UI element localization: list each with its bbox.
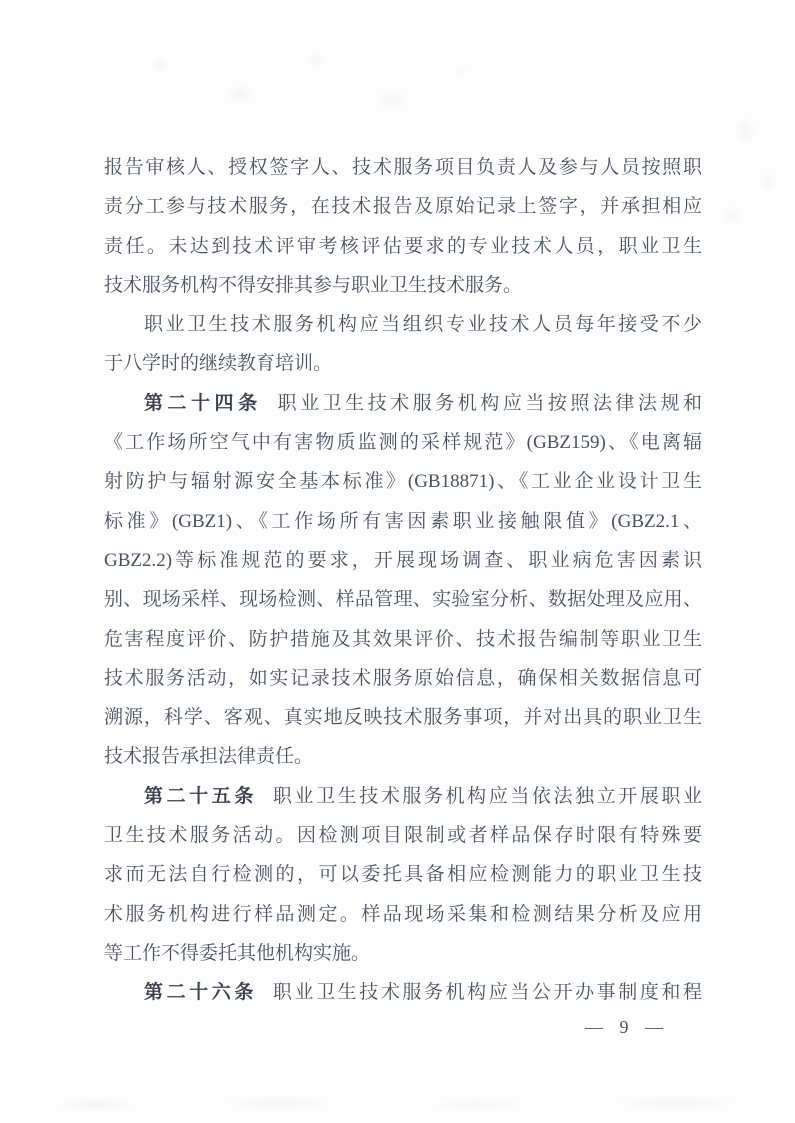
text-line (104, 266, 702, 305)
text-line (104, 737, 702, 776)
text-run: 别、现场采样、现场检测、样品管理、实验室分析、数据处理及应用、 (104, 589, 702, 611)
text-run: 卫生技术服务活动。因检测项目限制或者样品保存时限有特殊要 (104, 825, 702, 847)
text-run: 责分工参与技术服务，在技术报告及原始记录上签字，并承担相应 (104, 196, 702, 218)
text-run: 等工作不得委托其他机构实施。 (104, 942, 371, 964)
article-number-heading: 第二十四条 (144, 392, 262, 414)
text-line (104, 502, 702, 541)
text-run: 射防护与辐射源安全基本标准》(GB18871)、《工业企业设计卫生 (104, 471, 702, 493)
text-run: 技术服务活动，如实记录技术服务原始信息，确保相关数据信息可 (104, 667, 702, 689)
text-line (104, 305, 702, 344)
text-run: 溯源，科学、客观、真实地反映技术服务事项，并对出具的职业卫生 (104, 707, 702, 729)
text-line (104, 659, 702, 698)
text-line (104, 934, 702, 973)
text-run: 于八学时的继续教育培训。 (104, 353, 333, 375)
text-run: 技术报告承担法律责任。 (104, 746, 314, 768)
text-run: 报告审核人、授权签字人、技术服务项目负责人及参与人员按照职 (104, 157, 702, 178)
text-line (104, 777, 702, 816)
text-line (104, 855, 702, 894)
article-number-heading: 第二十六条 (144, 982, 257, 1004)
text-run: 职业卫生技术服务机构应当公开办事制度和程 (272, 982, 702, 1004)
text-run: 责任。未达到技术评审考核评估要求的专业技术人员，职业卫生 (104, 235, 702, 257)
scan-noise-bottom (0, 1078, 795, 1123)
article-26 (104, 973, 702, 1012)
text-line (104, 973, 702, 1012)
text-run: 《工作场所空气中有害物质监测的采样规范》(GBZ159)、《电离辐 (104, 432, 702, 454)
article-number-heading: 第二十五条 (144, 785, 257, 807)
text-run: 求而无法自行检测的，可以委托具备相应检测能力的职业卫生技 (104, 864, 702, 886)
text-line (104, 227, 702, 266)
text-line (104, 620, 702, 659)
text-run: GBZ2.2)等标准规范的要求，开展现场调查、职业病危害因素识 (104, 549, 702, 571)
text-run: 标准》(GBZ1)、《工作场所有害因素职业接触限值》(GBZ2.1、 (104, 510, 702, 532)
text-run: 职业卫生技术服务机构应当依法独立开展职业 (272, 785, 702, 807)
article-25 (104, 777, 702, 973)
text-run: 职业卫生技术服务机构应当按照法律法规和 (277, 392, 702, 414)
document-body (104, 148, 702, 1013)
paragraph-continuing-education (104, 305, 702, 384)
text-run: 术服务机构进行样品测定。样品现场采集和检测结果分析及应用 (104, 903, 702, 925)
text-run: 技术服务机构不得安排其参与职业卫生技术服务。 (104, 274, 523, 296)
text-run: 危害程度评价、防护措施及其效果评价、技术报告编制等职业卫生 (104, 628, 702, 650)
text-line (104, 816, 702, 855)
text-line (104, 344, 702, 383)
text-line (104, 580, 702, 619)
page-number: — 9 — (585, 1017, 665, 1037)
paragraph-continuation (104, 148, 702, 305)
text-line (104, 148, 702, 187)
text-line (104, 698, 702, 737)
text-line (104, 187, 702, 226)
scan-noise-top (55, 25, 635, 140)
scan-noise-top-right (705, 80, 795, 250)
text-run: 职业卫生技术服务机构应当组织专业技术人员每年接受不少 (144, 314, 702, 336)
text-line (104, 895, 702, 934)
text-line (104, 384, 702, 423)
text-line (104, 541, 702, 580)
text-line (104, 423, 702, 462)
article-24 (104, 384, 702, 777)
text-line (104, 462, 702, 501)
